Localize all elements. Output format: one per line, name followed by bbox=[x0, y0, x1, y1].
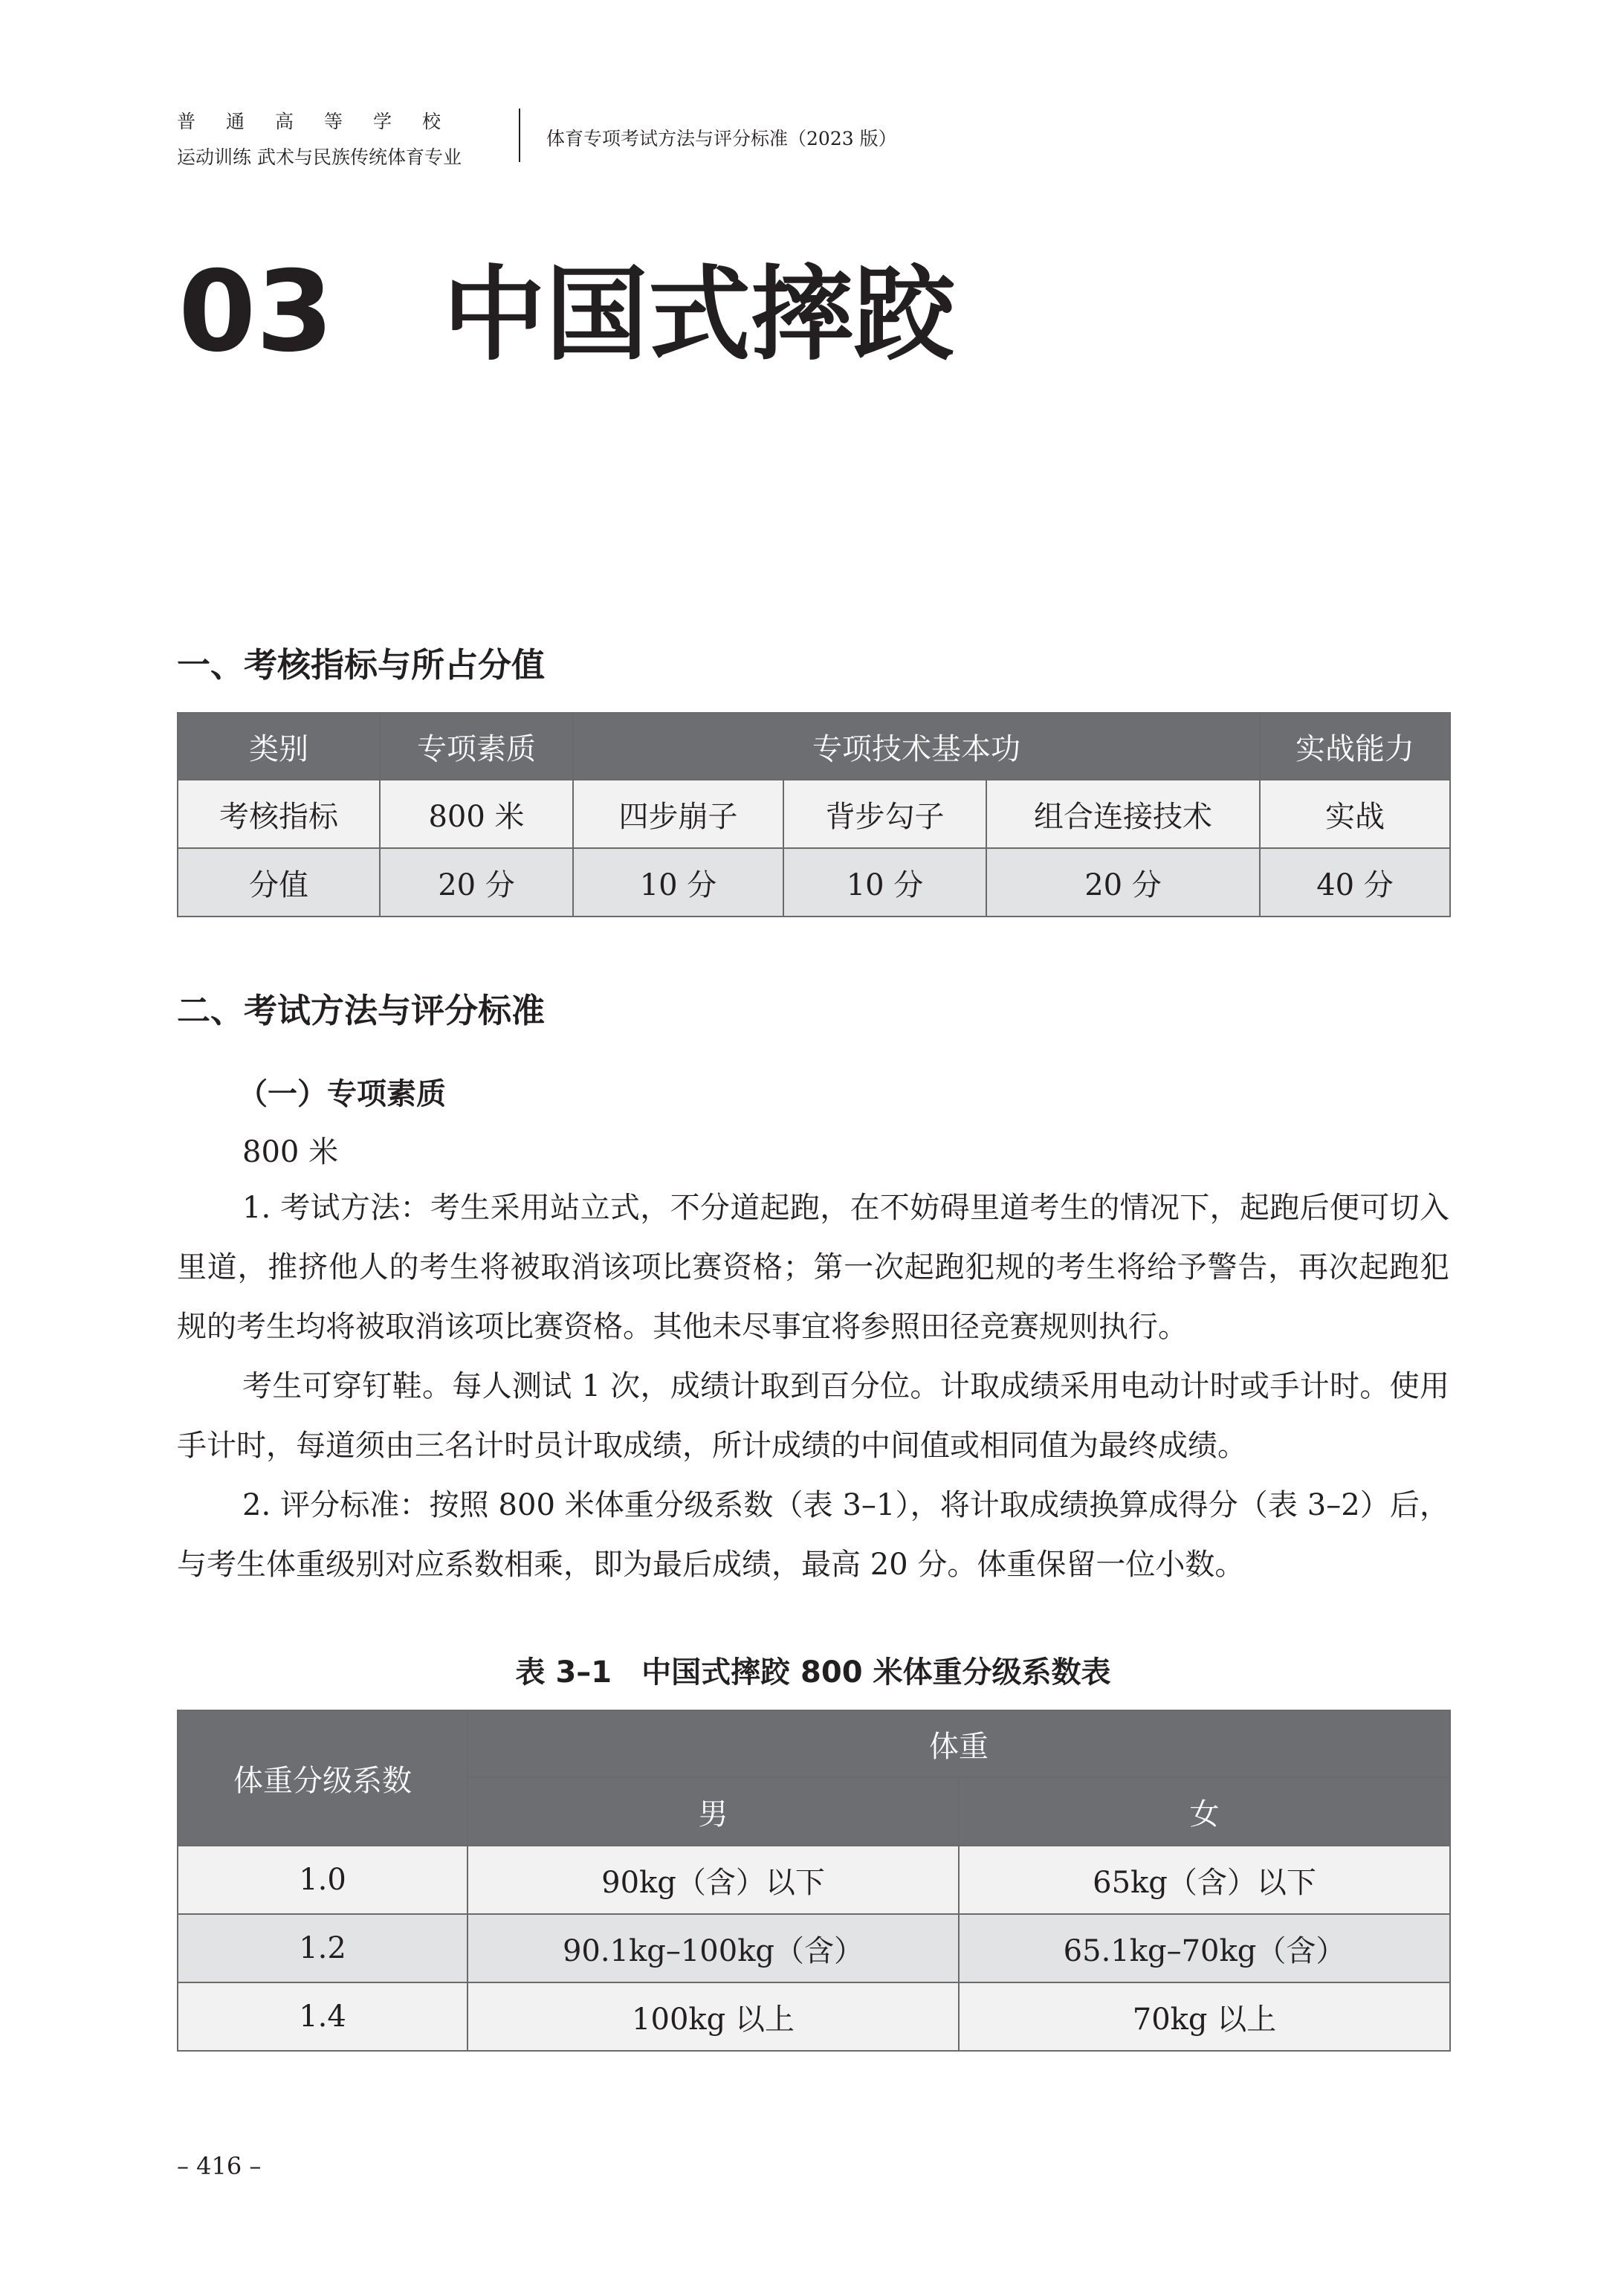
paragraph-scoring: 2. 评分标准：按照 800 米体重分级系数（表 3–1），将计取成绩换算成得分（表 3–2）后，与考生体重级别对应系数相乘，即为最后成绩，最高 20 分。体重保留一位小数。 bbox=[177, 1488, 1449, 1582]
header-major: 运动训练 武术与民族传统体育专业 bbox=[177, 146, 462, 168]
header-physical: 专项素质 bbox=[380, 713, 573, 780]
table-cell: 四步崩子 bbox=[573, 780, 783, 848]
table-row bbox=[178, 1914, 1450, 1982]
table-row bbox=[178, 780, 1450, 848]
subsection-title: （一）专项素质 bbox=[238, 1077, 446, 1111]
header-book-title: 体育专项考试方法与评分标准（2023 版） bbox=[546, 128, 897, 149]
table-cell: 65kg（含）以下 bbox=[959, 1846, 1450, 1914]
table-cell: 65.1kg–70kg（含） bbox=[959, 1914, 1450, 1982]
section1-title: 一、考核指标与所占分值 bbox=[177, 645, 546, 685]
table-cell: 1.4 bbox=[178, 1982, 468, 2051]
table-cell: 1.2 bbox=[178, 1914, 468, 1982]
table-cell: 90.1kg–100kg（含） bbox=[468, 1914, 959, 1982]
table-row bbox=[178, 1846, 1450, 1914]
paragraph-method: 1. 考试方法：考生采用站立式，不分道起跑，在不妨碍里道考生的情况下，起跑后便可切入里道，推挤他人的考生将被取消该项比赛资格；第一次起跑犯规的考生将给予警告，再次起跑犯规的考生均将被取消该项比赛资格。其他未尽事宜将参照田径竞赛规则执行。 bbox=[177, 1191, 1449, 1344]
table-cell: 组合连接技术 bbox=[986, 780, 1260, 848]
header-male: 男 bbox=[468, 1777, 959, 1846]
table-cell: 20 分 bbox=[986, 848, 1260, 917]
paragraph-timing: 考生可穿钉鞋。每人测试 1 次，成绩计取到百分位。计取成绩采用电动计时或手计时。使用手计时，每道须由三名计时员计取成绩，所计成绩的中间值或相同值为最终成绩。 bbox=[177, 1369, 1449, 1463]
weight-coefficient-table bbox=[177, 1710, 1451, 2052]
header-school: 普通高等学校 bbox=[177, 111, 472, 132]
table31-caption: 表 3–1 中国式摔跤 800 米体重分级系数表 bbox=[515, 1655, 1111, 1690]
header-technique: 专项技术基本功 bbox=[573, 713, 1260, 780]
table-cell: 800 米 bbox=[380, 780, 573, 848]
indicator-table-header bbox=[178, 713, 1450, 780]
chapter-number: 03 bbox=[178, 248, 334, 377]
header-coefficient: 体重分级系数 bbox=[178, 1710, 468, 1846]
table-cell: 1.0 bbox=[178, 1846, 468, 1914]
table-cell: 100kg 以上 bbox=[468, 1982, 959, 2051]
table-cell: 10 分 bbox=[783, 848, 986, 917]
table-cell: 实战 bbox=[1260, 780, 1450, 848]
table-cell: 背步勾子 bbox=[783, 780, 986, 848]
header-divider bbox=[519, 109, 520, 162]
table-cell: 考核指标 bbox=[178, 780, 380, 848]
table-row bbox=[178, 848, 1450, 917]
body-text bbox=[177, 1178, 1449, 1594]
table-cell: 20 分 bbox=[380, 848, 573, 917]
table-cell: 70kg 以上 bbox=[959, 1982, 1450, 2051]
table-cell: 90kg（含）以下 bbox=[468, 1846, 959, 1914]
table-cell: 10 分 bbox=[573, 848, 783, 917]
item-title: 800 米 bbox=[242, 1135, 339, 1169]
table31-header-row bbox=[178, 1710, 1450, 1777]
indicator-table bbox=[177, 712, 1451, 917]
table-cell: 分值 bbox=[178, 848, 380, 917]
chapter-title: 中国式摔跤 bbox=[443, 255, 957, 375]
table-row bbox=[178, 1982, 1450, 2051]
page-number: – 416 – bbox=[177, 2152, 262, 2180]
header-combat: 实战能力 bbox=[1260, 713, 1450, 780]
header-category: 类别 bbox=[178, 713, 380, 780]
section2-title: 二、考试方法与评分标准 bbox=[177, 991, 546, 1030]
header-weight: 体重 bbox=[468, 1710, 1450, 1777]
table-cell: 40 分 bbox=[1260, 848, 1450, 917]
header-female: 女 bbox=[959, 1777, 1450, 1846]
